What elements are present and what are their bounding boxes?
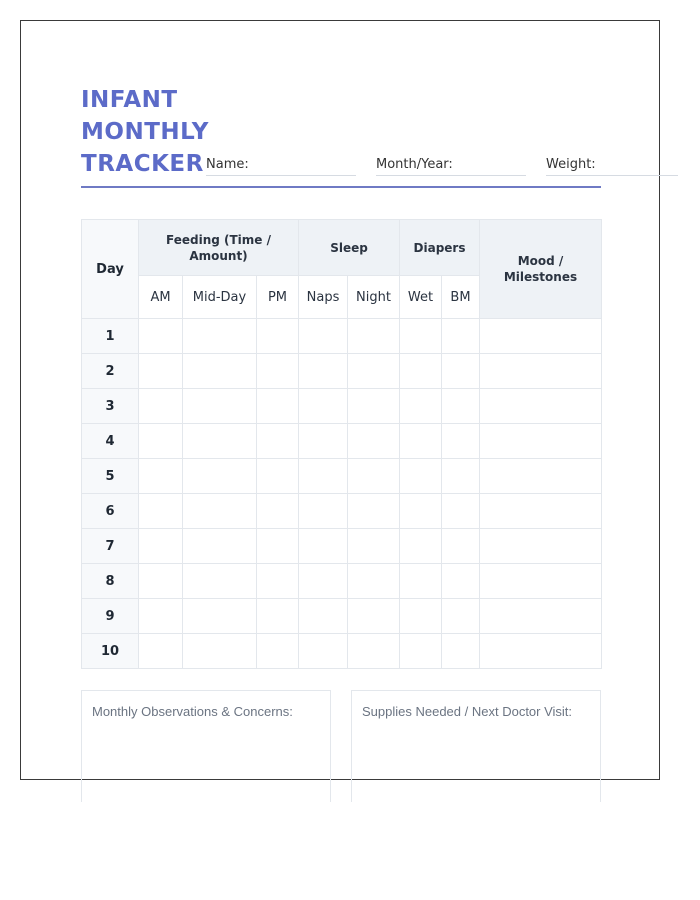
midday-cell[interactable]: [183, 319, 257, 354]
bm-cell[interactable]: [442, 494, 480, 529]
day-number: 2: [82, 354, 139, 389]
day-number: 6: [82, 494, 139, 529]
table-row: [82, 564, 602, 599]
pm-cell[interactable]: [257, 354, 299, 389]
tracker-body: [82, 319, 602, 669]
pm-cell[interactable]: [257, 599, 299, 634]
wet-cell[interactable]: [400, 319, 442, 354]
naps-cell[interactable]: [299, 634, 348, 669]
naps-cell[interactable]: [299, 319, 348, 354]
month-year-field[interactable]: [376, 156, 526, 176]
mood-cell[interactable]: [480, 599, 602, 634]
midday-cell[interactable]: [183, 634, 257, 669]
night-header: Night: [348, 276, 400, 319]
bm-cell[interactable]: [442, 599, 480, 634]
wet-header: Wet: [400, 276, 442, 319]
day-number: 7: [82, 529, 139, 564]
midday-header: Mid-Day: [183, 276, 257, 319]
mood-column-header: Mood / Milestones: [480, 220, 602, 319]
pm-cell[interactable]: [257, 494, 299, 529]
tracker-header: [81, 84, 601, 188]
night-cell[interactable]: [348, 634, 400, 669]
mood-cell[interactable]: [480, 494, 602, 529]
am-cell[interactable]: [139, 319, 183, 354]
day-number: 1: [82, 319, 139, 354]
wet-cell[interactable]: [400, 599, 442, 634]
feeding-group-header: Feeding (Time / Amount): [139, 220, 299, 276]
mood-cell[interactable]: [480, 319, 602, 354]
mood-cell[interactable]: [480, 634, 602, 669]
table-row: [82, 319, 602, 354]
weight-label: Weight:: [546, 157, 596, 172]
month-year-label: Month/Year:: [376, 157, 453, 172]
table-row: [82, 599, 602, 634]
title-line-1: INFANT: [81, 87, 178, 113]
wet-cell[interactable]: [400, 459, 442, 494]
mood-cell[interactable]: [480, 389, 602, 424]
name-label: Name:: [206, 157, 249, 172]
observations-box[interactable]: [81, 690, 331, 802]
am-cell[interactable]: [139, 564, 183, 599]
mood-cell[interactable]: [480, 529, 602, 564]
page-title: [81, 84, 209, 180]
naps-cell[interactable]: [299, 564, 348, 599]
table-row: [82, 354, 602, 389]
night-cell[interactable]: [348, 564, 400, 599]
night-cell[interactable]: [348, 599, 400, 634]
am-cell[interactable]: [139, 634, 183, 669]
day-number: 5: [82, 459, 139, 494]
mood-cell[interactable]: [480, 564, 602, 599]
naps-cell[interactable]: [299, 389, 348, 424]
midday-cell[interactable]: [183, 459, 257, 494]
pm-cell[interactable]: [257, 319, 299, 354]
diapers-group-header: Diapers: [400, 220, 480, 276]
bm-cell[interactable]: [442, 389, 480, 424]
day-number: 3: [82, 389, 139, 424]
table-row: [82, 529, 602, 564]
supplies-box[interactable]: [351, 690, 601, 802]
wet-cell[interactable]: [400, 634, 442, 669]
bm-cell[interactable]: [442, 459, 480, 494]
naps-cell[interactable]: [299, 424, 348, 459]
pm-cell[interactable]: [257, 564, 299, 599]
bm-cell[interactable]: [442, 564, 480, 599]
am-cell[interactable]: [139, 424, 183, 459]
bm-cell[interactable]: [442, 634, 480, 669]
day-number: 10: [82, 634, 139, 669]
naps-cell[interactable]: [299, 529, 348, 564]
am-cell[interactable]: [139, 459, 183, 494]
table-row: [82, 424, 602, 459]
am-header: AM: [139, 276, 183, 319]
pm-cell[interactable]: [257, 529, 299, 564]
night-cell[interactable]: [348, 354, 400, 389]
table-row: [82, 634, 602, 669]
tracker-table: [81, 219, 602, 669]
midday-cell[interactable]: [183, 599, 257, 634]
pm-cell[interactable]: [257, 424, 299, 459]
bm-cell[interactable]: [442, 529, 480, 564]
midday-cell[interactable]: [183, 529, 257, 564]
weight-field[interactable]: [546, 156, 678, 176]
naps-cell[interactable]: [299, 354, 348, 389]
wet-cell[interactable]: [400, 529, 442, 564]
wet-cell[interactable]: [400, 424, 442, 459]
pm-cell[interactable]: [257, 634, 299, 669]
title-line-3: TRACKER: [81, 151, 204, 177]
bm-cell[interactable]: [442, 319, 480, 354]
naps-cell[interactable]: [299, 494, 348, 529]
pm-header: PM: [257, 276, 299, 319]
am-cell[interactable]: [139, 599, 183, 634]
naps-header: Naps: [299, 276, 348, 319]
am-cell[interactable]: [139, 529, 183, 564]
supplies-label: Supplies Needed / Next Doctor Visit:: [362, 704, 573, 719]
header-divider: [81, 186, 601, 188]
night-cell[interactable]: [348, 494, 400, 529]
wet-cell[interactable]: [400, 564, 442, 599]
pm-cell[interactable]: [257, 459, 299, 494]
day-column-header: Day: [82, 220, 139, 319]
day-number: 8: [82, 564, 139, 599]
night-cell[interactable]: [348, 459, 400, 494]
midday-cell[interactable]: [183, 424, 257, 459]
naps-cell[interactable]: [299, 459, 348, 494]
group-header-row: [82, 220, 602, 276]
midday-cell[interactable]: [183, 354, 257, 389]
table-row: [82, 459, 602, 494]
sleep-group-header: Sleep: [299, 220, 400, 276]
bm-cell[interactable]: [442, 354, 480, 389]
night-cell[interactable]: [348, 529, 400, 564]
am-cell[interactable]: [139, 354, 183, 389]
am-cell[interactable]: [139, 389, 183, 424]
wet-cell[interactable]: [400, 354, 442, 389]
wet-cell[interactable]: [400, 389, 442, 424]
midday-cell[interactable]: [183, 389, 257, 424]
day-number: 4: [82, 424, 139, 459]
mood-cell[interactable]: [480, 459, 602, 494]
mood-cell[interactable]: [480, 424, 602, 459]
naps-cell[interactable]: [299, 599, 348, 634]
name-field[interactable]: [206, 156, 356, 176]
night-cell[interactable]: [348, 424, 400, 459]
bm-cell[interactable]: [442, 424, 480, 459]
observations-label: Monthly Observations & Concerns:: [92, 704, 293, 719]
mood-cell[interactable]: [480, 354, 602, 389]
night-cell[interactable]: [348, 319, 400, 354]
title-line-2: MONTHLY: [81, 119, 209, 145]
pm-cell[interactable]: [257, 389, 299, 424]
bm-header: BM: [442, 276, 480, 319]
table-row: [82, 389, 602, 424]
night-cell[interactable]: [348, 389, 400, 424]
table-row: [82, 494, 602, 529]
midday-cell[interactable]: [183, 564, 257, 599]
midday-cell[interactable]: [183, 494, 257, 529]
day-number: 9: [82, 599, 139, 634]
am-cell[interactable]: [139, 494, 183, 529]
wet-cell[interactable]: [400, 494, 442, 529]
